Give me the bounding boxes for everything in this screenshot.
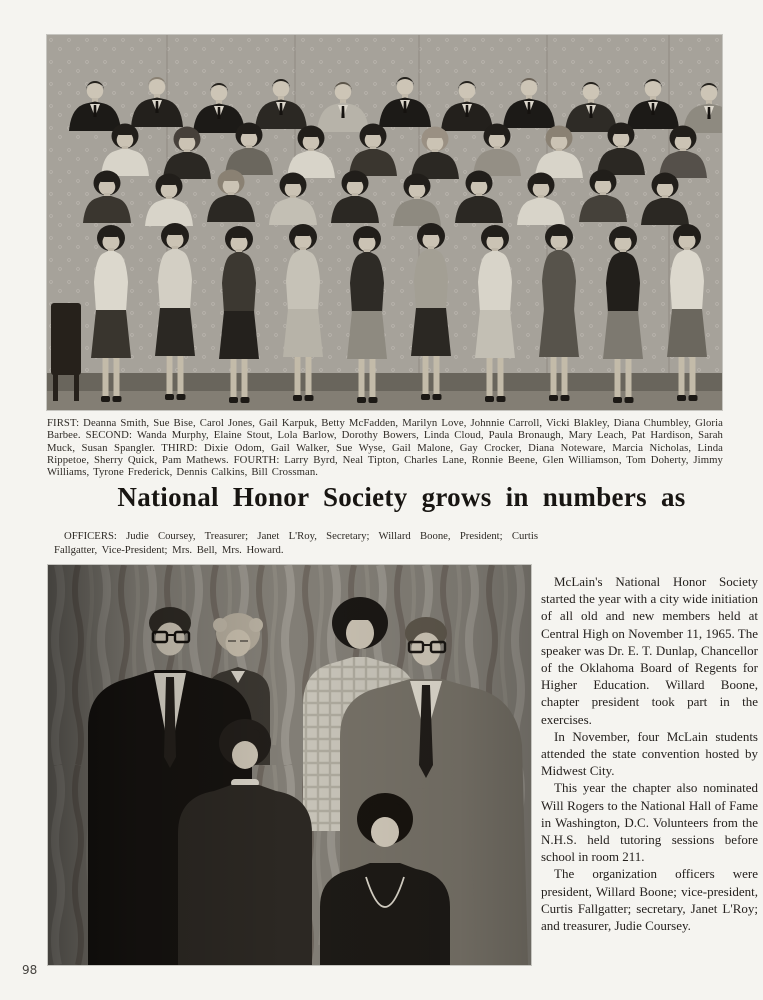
page-headline: National Honor Society grows in numbers as [117,482,686,512]
photo-shading [48,565,531,965]
page-number: 98 [22,963,38,977]
article-paragraph: This year the chapter also nominated Will Rogers to the National Hall of Fame in Washington, D.C. Volunteers from the N.H.S. held tutoring sessions before school in room 211. [541,780,758,865]
floor [47,373,722,410]
nhs-group-photo [47,35,722,410]
article-paragraph: In November, four McLain students attended the state convention hosted by Midwest City. [541,728,758,779]
article-text [541,573,758,934]
nhs-officers-photo [48,565,531,965]
group-photo-caption: FIRST: Deanna Smith, Sue Bise, Carol Jones, Gail Karpuk, Betty McFadden, Marilyn Love, Johnnie Carroll, Vicki Blakley, Diana Chumbley, Gloria Barbee. SECOND: Wanda Murphy, Elaine Stout, Lola Barlow, Dorothy Bowers, Linda Cloud, Paula Bronaugh, Mary Leach, Pat Hardison, Sarah Muck, Susan Spangler. THIRD: Dixie Odom, Gail Walker, Sue Wyse, Gail Malone, Gay Crocker, Diana Noteware, Marcia Nicholas, Linda Rippetoe, Sherry Quick, Pam Mathews. FOURTH: Larry Byrd, Neal Tipton, Charles Lane, Ronnie Beene, Glen Williamson, Tom Doherty, Jimmy Williams, Tyrone Frederick, Dennis Calkins, Bill Crossman. [47,417,723,479]
nhs-group-photo-illustration [47,35,722,410]
nhs-officers-photo-illustration [48,565,531,965]
officers-caption: OFFICERS: Judie Coursey, Treasurer; Janet L'Roy, Secretary; Willard Boone, President; Curtis Fallgatter, Vice-President; Mrs. Bell, Mrs. Howard. [54,530,538,556]
article-paragraph: The organization officers were president, Willard Boone; vice-president, Curtis Fallgatter; secretary, Janet L'Roy; and treasurer, Judie Coursey. [541,866,758,934]
article-paragraph: McLain's National Honor Society started the year with a city wide initiation of all old and new members held at Central High on November 11, 1965. The speaker was Dr. E. T. Dunlap, Chancellor of the Oklahoma Board of Regents for Higher Education. Willard Boone, chapter president took part in the exercises. [541,574,758,727]
